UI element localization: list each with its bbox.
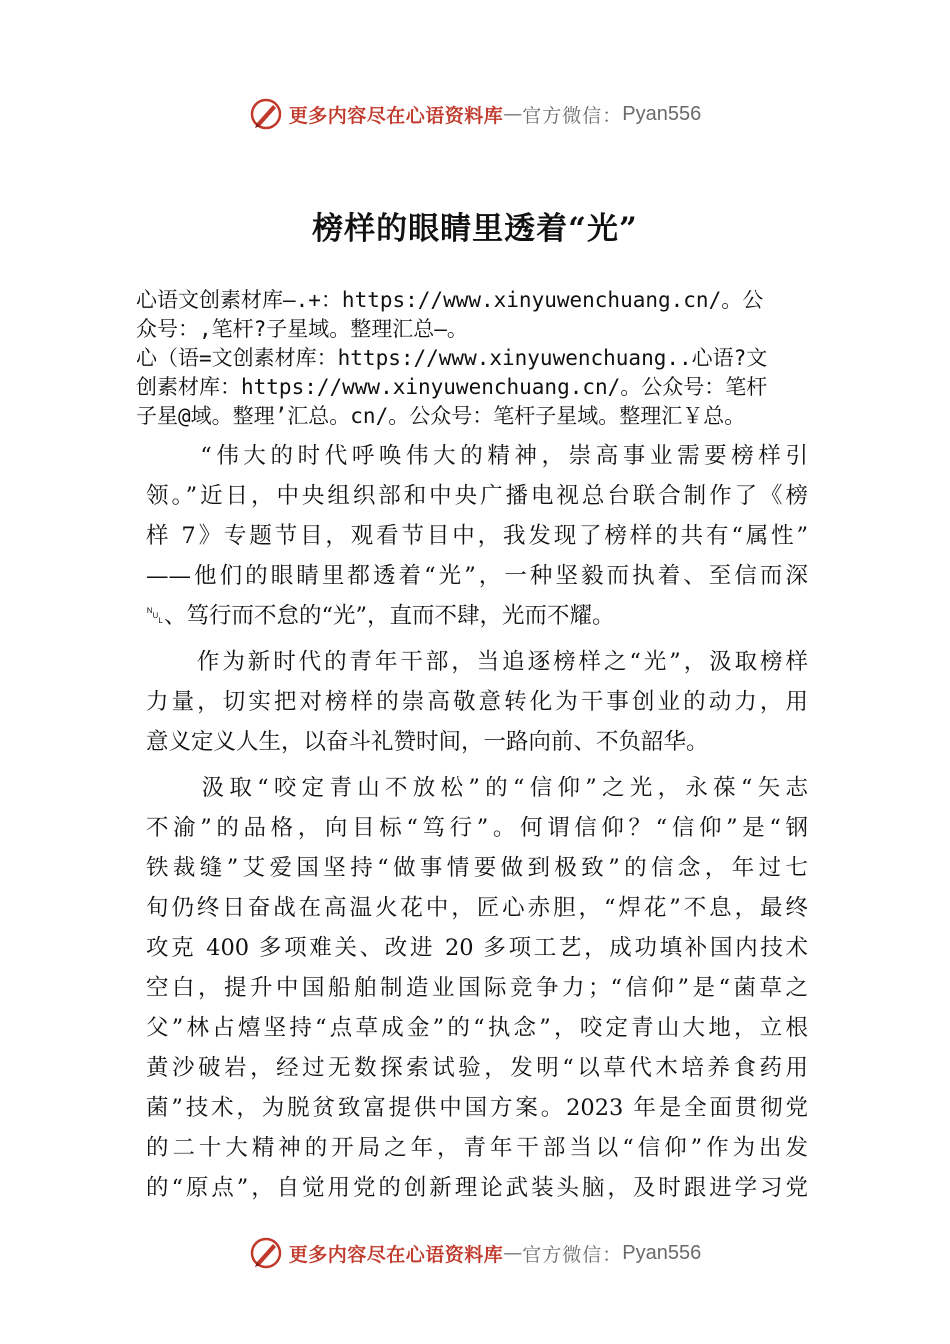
text-line: 意义定义人生，以奋斗礼赞时间，一路向前、不负韶华。 <box>146 729 709 755</box>
watermark-line: 创素材库：https://www.xinyuwenchuang.cn/。公众号：笔杆 <box>136 375 768 399</box>
text-line: 不渝”的品格，向目标“笃行”。何谓信仰？“信仰”是“钢 <box>146 815 808 841</box>
paragraph <box>146 642 808 762</box>
watermark-line: 子星@域。整理’汇总。cn/。公众号：笔杆子星域。整理汇￥总。 <box>136 404 746 428</box>
text-line: “伟大的时代呼唤伟大的精神，崇高事业需要榜样引 <box>146 443 808 469</box>
watermark-line: 心（语=文创素材库：https://www.xinyuwenchuang..心语?文 <box>136 346 768 370</box>
footer-banner-text: 更多内容尽在心语资料库 <box>288 1243 504 1266</box>
footer-banner-dash: — <box>503 1242 523 1264</box>
source-watermark-block <box>136 286 856 431</box>
text-line: ␀、笃行而不怠的“光”，直而不肆，光而不耀。 <box>146 603 615 629</box>
document-title: 榜样的眼睛里透着“光” <box>312 211 638 247</box>
header-banner-dash: — <box>503 103 523 125</box>
header-banner <box>0 94 950 134</box>
text-line: 父”林占熺坚持“点草成金”的“执念”，咬定青山大地，立根 <box>146 1015 808 1041</box>
text-line: 攻克 400 多项难关、改进 20 多项工艺，成功填补国内技术 <box>146 935 808 961</box>
text-line: 领。”近日，中央组织部和中央广播电视总台联合制作了《榜 <box>146 483 808 509</box>
text-line: 黄沙破岩，经过无数探索试验，发明“以草代木培养食药用 <box>146 1055 808 1081</box>
header-banner-text: 更多内容尽在心语资料库 <box>288 104 504 127</box>
paragraph <box>146 436 808 636</box>
text-line: 作为新时代的青年干部，当追逐榜样之“光”，汲取榜样 <box>146 649 808 675</box>
text-line: 的二十大精神的开局之年，青年干部当以“信仰”作为出发 <box>146 1135 808 1161</box>
header-wechat-label: 官方微信： <box>522 104 623 127</box>
watermark-line: 众号：,笔杆?子星域。整理汇总—。 <box>136 317 468 341</box>
text-line: 汲取“咬定青山不放松”的“信仰”之光，永葆“矢志 <box>146 775 808 801</box>
text-line: 力量，切实把对榜样的崇高敬意转化为干事创业的动力，用 <box>146 689 808 715</box>
article-body <box>146 436 808 1208</box>
text-line: 旬仍终日奋战在高温火花中，匠心赤胆，“焊花”不息，最终 <box>146 895 808 921</box>
paragraph <box>146 768 808 1208</box>
pen-logo-icon <box>249 97 283 131</box>
text-line: 的“原点”，自觉用党的创新理论武装头脑，及时跟进学习党 <box>146 1175 808 1201</box>
text-line: 样 7》专题节目，观看节目中，我发现了榜样的共有“属性” <box>146 523 808 549</box>
text-line: 空白，提升中国船舶制造业国际竞争力；“信仰”是“菌草之 <box>146 975 808 1001</box>
text-line: 菌”技术，为脱贫致富提供中国方案。2023 年是全面贯彻党 <box>146 1095 808 1121</box>
text-line: ——他们的眼睛里都透着“光”，一种坚毅而执着、至信而深 <box>146 563 808 589</box>
footer-banner <box>0 1233 950 1273</box>
footer-wechat-id: Pyan556 <box>622 1241 702 1264</box>
footer-wechat-label: 官方微信： <box>522 1243 623 1266</box>
text-line: 铁裁缝”艾爱国坚持“做事情要做到极致”的信念，年过七 <box>146 855 808 881</box>
pen-logo-icon <box>249 1236 283 1270</box>
header-wechat-id: Pyan556 <box>622 102 702 125</box>
watermark-line: 心语文创素材库—.+：https://www.xinyuwenchuang.cn/。公 <box>136 288 764 312</box>
